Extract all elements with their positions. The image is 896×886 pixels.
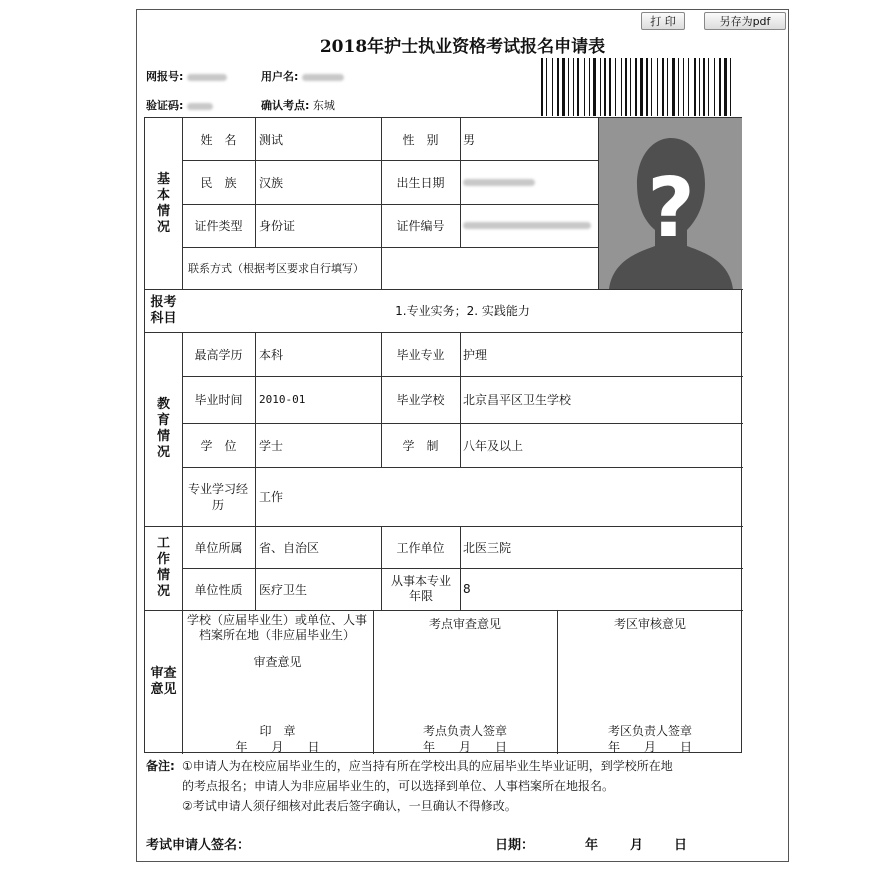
gender-value: 男 bbox=[463, 132, 476, 147]
idtype-value: 身份证 bbox=[259, 219, 296, 233]
notes-line-3: ②考试申请人须仔细核对此表后签字确认，一旦确认不得修改。 bbox=[182, 799, 517, 813]
review-col2-date: 年 月 日 bbox=[422, 740, 507, 754]
birth-value bbox=[463, 160, 593, 204]
years-value: 8 bbox=[463, 582, 471, 596]
application-form bbox=[136, 9, 789, 862]
notes-label: 备注: bbox=[146, 759, 175, 773]
photo-placeholder bbox=[599, 118, 742, 289]
date-day: 日 bbox=[674, 838, 688, 853]
subjects-value: 1.专业实务；2. 实践能力 bbox=[395, 304, 530, 318]
name-label: 姓 名 bbox=[200, 132, 237, 147]
name-value: 测试 bbox=[259, 132, 284, 147]
experience-value: 工作 bbox=[259, 490, 284, 504]
section-education: 教育情况 bbox=[156, 397, 170, 460]
redacted-idno bbox=[463, 222, 591, 229]
svg-text:?: ? bbox=[647, 161, 695, 256]
section-subjects: 报考科目 bbox=[150, 294, 177, 326]
major-value: 护理 bbox=[463, 347, 488, 362]
degree-label: 学 位 bbox=[200, 438, 237, 453]
ethnic-label: 民 族 bbox=[200, 175, 237, 190]
username: 用户名: bbox=[261, 68, 344, 84]
system-label: 学 制 bbox=[402, 438, 439, 453]
redacted-reg-no bbox=[187, 74, 227, 81]
date-label: 日期： bbox=[495, 838, 535, 853]
school-label: 毕业学校 bbox=[396, 393, 445, 407]
unit-value: 北医三院 bbox=[463, 540, 512, 555]
system-value: 八年及以上 bbox=[463, 438, 524, 453]
person-question-icon bbox=[599, 118, 742, 289]
degree-level-value: 本科 bbox=[259, 347, 284, 362]
save-pdf-button[interactable]: 另存为pdf bbox=[704, 12, 786, 30]
affil-value: 省、自治区 bbox=[259, 540, 320, 555]
review-col3-header: 考区审核意见 bbox=[613, 617, 686, 631]
reg-no: 网报号: bbox=[146, 68, 227, 84]
barcode-image bbox=[539, 58, 739, 116]
review-col2-sign: 考点负责人签章 bbox=[422, 724, 507, 738]
idno-label: 证件编号 bbox=[396, 219, 445, 233]
idno-value bbox=[463, 204, 597, 247]
idtype-label: 证件类型 bbox=[194, 219, 243, 233]
notes-line-2: 的考点报名；申请人为非应届毕业生的，可以选择到单位、人事档案所在地报名。 bbox=[182, 779, 615, 793]
section-basic: 基本情况 bbox=[156, 171, 170, 235]
confirm-site: 确认考点: 东城 bbox=[261, 99, 335, 112]
date-month: 月 bbox=[630, 838, 644, 853]
unit-label: 工作单位 bbox=[396, 540, 445, 555]
review-col1-seal: 印 章 bbox=[259, 724, 296, 738]
degree-level-label: 最高学历 bbox=[194, 347, 243, 362]
affil-label: 单位所属 bbox=[194, 540, 243, 555]
redacted-username bbox=[302, 74, 344, 81]
school-value: 北京昌平区卫生学校 bbox=[463, 393, 572, 407]
contact-label: 联系方式（根据考区要求自行填写） bbox=[188, 262, 364, 275]
grad-time-label: 毕业时间 bbox=[194, 393, 243, 407]
experience-label: 专业学习经历 bbox=[187, 481, 248, 512]
gender-label: 性 别 bbox=[402, 132, 439, 147]
review-col3-date: 年 月 日 bbox=[607, 740, 692, 754]
nature-label: 单位性质 bbox=[194, 582, 243, 597]
review-col1-header: 学校（应届毕业生）或单位、人事档案所在地（非应届毕业生） bbox=[186, 613, 367, 642]
notes-line-1: ①申请人为在校应届毕业生的，应当持有所在学校出具的应届毕业生毕业证明，到学校所在地 bbox=[182, 759, 673, 773]
form-grid bbox=[144, 117, 742, 753]
review-col1-sub: 审查意见 bbox=[253, 655, 302, 669]
review-col3-sign: 考区负责人签章 bbox=[607, 724, 692, 738]
review-col1-date: 年 月 日 bbox=[235, 740, 320, 754]
verify-code: 验证码: bbox=[146, 97, 213, 113]
date-year: 年 bbox=[585, 838, 599, 853]
section-review: 审查意见 bbox=[150, 666, 177, 697]
years-label: 从事本专业年限 bbox=[390, 574, 451, 603]
review-col2-header: 考点审查意见 bbox=[428, 617, 501, 631]
signature-label: 考试申请人签名： bbox=[146, 838, 251, 853]
major-label: 毕业专业 bbox=[396, 347, 445, 362]
birth-label: 出生日期 bbox=[396, 175, 445, 190]
print-button[interactable]: 打 印 bbox=[641, 12, 685, 30]
grad-time-value: 2010-01 bbox=[259, 393, 306, 406]
ethnic-value: 汉族 bbox=[259, 175, 284, 190]
redacted-verify-code bbox=[187, 103, 213, 110]
form-title: 2018年护士执业资格考试报名申请表 bbox=[319, 37, 606, 57]
nature-value: 医疗卫生 bbox=[259, 582, 308, 597]
notes bbox=[146, 756, 776, 816]
degree-value: 学士 bbox=[259, 438, 284, 453]
section-work: 工作情况 bbox=[156, 536, 170, 599]
redacted-birth bbox=[463, 179, 535, 186]
